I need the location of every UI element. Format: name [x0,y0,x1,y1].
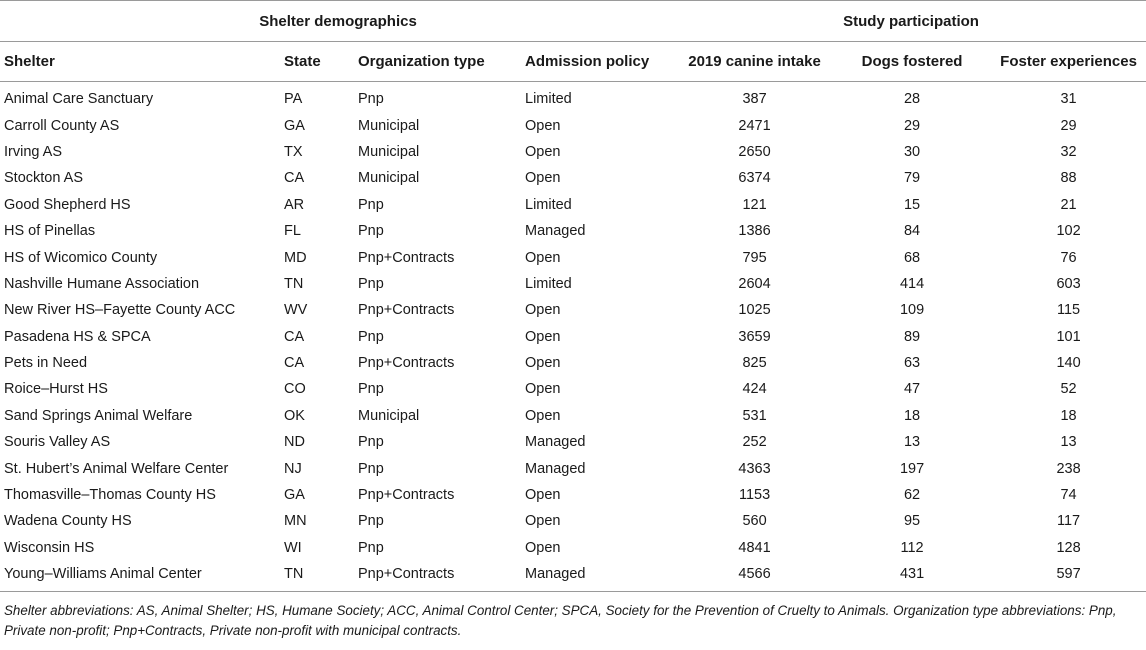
cell-admission: Open [525,381,561,398]
cell-dogs-fostered: 15 [903,196,921,213]
cell-state: CA [284,328,305,345]
col-header-foster-experiences: Foster experiences [991,42,1146,82]
cell-org-type: Pnp+Contracts [358,302,455,319]
cell-org-type: Pnp [358,434,384,451]
cell-state: TN [280,561,354,592]
cell-state: WV [284,302,308,319]
table-row [0,218,1146,244]
cell-admission: Managed [525,223,586,240]
cell-shelter: Stockton AS [4,170,83,187]
cell-foster-experiences: 29 [1060,117,1077,134]
cell-intake: 2604 [738,275,771,292]
cell-intake: 4363 [738,460,771,477]
table-row [0,324,1146,350]
cell-org-type: Municipal [358,117,420,134]
cell-dogs-fostered: 28 [903,91,921,108]
cell-foster-experiences: 52 [1060,381,1077,398]
cell-shelter: Irving AS [4,143,63,160]
table-row [0,350,1146,376]
cell-org-type: Pnp [358,275,384,292]
table-row [0,297,1146,323]
cell-shelter: Souris Valley AS [4,434,111,451]
column-header-row [0,42,1146,82]
cell-foster-experiences: 597 [991,561,1146,592]
cell-state: CA [284,355,305,372]
cell-foster-experiences: 102 [1056,223,1081,240]
cell-admission: Open [525,355,561,372]
cell-intake: 4566 [676,561,833,592]
cell-shelter: Roice–Hurst HS [4,381,108,398]
table-row [0,561,1146,592]
table-footnote: Shelter abbreviations: AS, Animal Shelter; HS, Humane Society; ACC, Animal Control Center; SPCA, Society for the Prevention of Cruelty to Animals. Organization type abbreviations: Pnp, Private non-profit; Pnp+Contracts, Private non-profit with municipal contracts. [4,603,1117,639]
cell-admission: Open [525,170,561,187]
cell-state: GA [284,117,305,134]
cell-state: AR [284,196,305,213]
cell-org-type: Pnp [358,328,384,345]
cell-intake: 387 [742,91,767,108]
cell-intake: 560 [742,513,767,530]
cell-state: MN [284,513,307,530]
cell-intake: 1153 [738,487,771,504]
cell-dogs-fostered: 84 [903,223,921,240]
cell-org-type: Pnp [358,460,384,477]
col-header-state: State [280,42,354,82]
cell-dogs-fostered: 18 [903,407,921,424]
table-row [0,403,1146,429]
cell-admission: Managed [521,561,676,592]
cell-dogs-fostered: 414 [899,275,925,292]
cell-org-type: Pnp+Contracts [358,249,455,266]
cell-shelter: Young–Williams Animal Center [0,561,280,592]
cell-org-type: Pnp [358,196,384,213]
cell-admission: Limited [525,196,572,213]
cell-admission: Open [525,513,561,530]
cell-dogs-fostered: 109 [899,302,925,319]
cell-dogs-fostered: 29 [903,117,921,134]
cell-state: MD [284,249,307,266]
cell-admission: Open [525,407,561,424]
cell-dogs-fostered: 30 [903,143,921,160]
cell-dogs-fostered: 68 [903,249,921,266]
cell-org-type: Pnp [358,513,384,530]
cell-intake: 6374 [738,170,771,187]
cell-foster-experiences: 238 [1056,460,1081,477]
table-row [0,244,1146,270]
cell-admission: Managed [525,434,586,451]
cell-shelter: Pets in Need [4,355,88,372]
cell-org-type: Pnp [358,223,384,240]
cell-admission: Open [525,487,561,504]
cell-org-type: Pnp [358,381,384,398]
cell-admission: Open [525,328,561,345]
cell-intake: 4841 [738,539,771,556]
cell-org-type: Municipal [358,170,420,187]
cell-state: NJ [284,460,302,477]
cell-foster-experiences: 128 [1056,539,1081,556]
cell-shelter: Animal Care Sanctuary [4,91,154,108]
cell-foster-experiences: 76 [1060,249,1077,266]
cell-intake: 121 [742,196,767,213]
cell-admission: Open [525,539,561,556]
cell-intake: 2471 [738,117,771,134]
cell-org-type: Pnp+Contracts [354,561,521,592]
cell-foster-experiences: 117 [1056,513,1081,530]
cell-state: TN [284,275,304,292]
col-header-shelter: Shelter [0,42,280,82]
cell-intake: 1386 [738,223,771,240]
cell-dogs-fostered: 79 [903,170,921,187]
cell-dogs-fostered: 197 [899,460,925,477]
cell-shelter: New River HS–Fayette County ACC [4,302,236,319]
cell-org-type: Municipal [358,143,420,160]
cell-admission: Open [525,249,561,266]
cell-dogs-fostered: 431 [833,561,991,592]
cell-foster-experiences: 603 [1056,275,1081,292]
cell-state: OK [284,407,305,424]
cell-shelter: St. Hubert’s Animal Welfare Center [4,460,229,477]
cell-admission: Limited [525,91,572,108]
cell-shelter: Good Shepherd HS [4,196,131,213]
cell-org-type: Pnp [358,91,384,108]
table-row [0,376,1146,402]
table-row [0,482,1146,508]
cell-state: CA [284,170,305,187]
cell-org-type: Pnp+Contracts [358,487,455,504]
cell-admission: Open [525,143,561,160]
cell-admission: Limited [525,275,572,292]
cell-foster-experiences: 74 [1060,487,1077,504]
cell-intake: 1025 [738,302,771,319]
cell-foster-experiences: 31 [1060,91,1077,108]
cell-intake: 531 [742,407,767,424]
cell-state: GA [284,487,305,504]
cell-intake: 795 [742,249,767,266]
cell-org-type: Pnp+Contracts [358,355,455,372]
cell-admission: Open [525,117,561,134]
table-row [0,508,1146,534]
cell-dogs-fostered: 62 [903,487,921,504]
cell-dogs-fostered: 13 [903,434,921,451]
table-body [0,82,1146,592]
cell-shelter: Sand Springs Animal Welfare [4,407,193,424]
table-row [0,429,1146,455]
cell-intake: 3659 [738,328,771,345]
cell-shelter: Nashville Humane Association [4,275,200,292]
table-row [0,82,1146,113]
col-header-org-type: Organization type [354,42,521,82]
col-header-intake: 2019 canine intake [676,42,833,82]
cell-intake: 424 [742,381,767,398]
table-row [0,455,1146,481]
cell-foster-experiences: 13 [1060,434,1077,451]
cell-dogs-fostered: 95 [903,513,921,530]
cell-shelter: HS of Wicomico County [4,249,158,266]
cell-admission: Managed [525,460,586,477]
cell-foster-experiences: 101 [1056,328,1081,345]
cell-foster-experiences: 140 [1056,355,1081,372]
col-header-admission: Admission policy [521,42,676,82]
cell-shelter: Carroll County AS [4,117,120,134]
cell-org-type: Pnp [358,539,384,556]
cell-intake: 2650 [738,143,771,160]
group-header-demographics: Shelter demographics [0,1,676,42]
table-row [0,271,1146,297]
cell-intake: 252 [742,434,767,451]
cell-shelter: Pasadena HS & SPCA [4,328,151,345]
cell-foster-experiences: 115 [1056,302,1081,319]
cell-foster-experiences: 21 [1060,196,1077,213]
group-header-row [0,1,1146,42]
cell-state: FL [284,223,301,240]
cell-intake: 825 [742,355,767,372]
cell-admission: Open [525,302,561,319]
cell-state: ND [284,434,305,451]
group-header-participation: Study participation [676,1,1146,42]
cell-dogs-fostered: 89 [903,328,921,345]
table-row [0,192,1146,218]
table-row [0,165,1146,191]
col-header-dogs-fostered: Dogs fostered [833,42,991,82]
cell-org-type: Municipal [358,407,420,424]
cell-state: CO [284,381,306,398]
cell-shelter: Thomasville–Thomas County HS [4,487,216,504]
cell-state: TX [284,143,303,160]
cell-shelter: Wadena County HS [4,513,132,530]
cell-dogs-fostered: 47 [903,381,921,398]
table-row [0,112,1146,138]
cell-dogs-fostered: 112 [900,539,924,556]
cell-shelter: Wisconsin HS [4,539,95,556]
cell-state: PA [284,91,303,108]
cell-foster-experiences: 18 [1060,407,1077,424]
cell-foster-experiences: 88 [1060,170,1077,187]
cell-dogs-fostered: 63 [903,355,921,372]
cell-shelter: HS of Pinellas [4,223,96,240]
cell-state: WI [284,539,302,556]
table-row [0,535,1146,561]
table-row [0,139,1146,165]
cell-foster-experiences: 32 [1060,143,1077,160]
